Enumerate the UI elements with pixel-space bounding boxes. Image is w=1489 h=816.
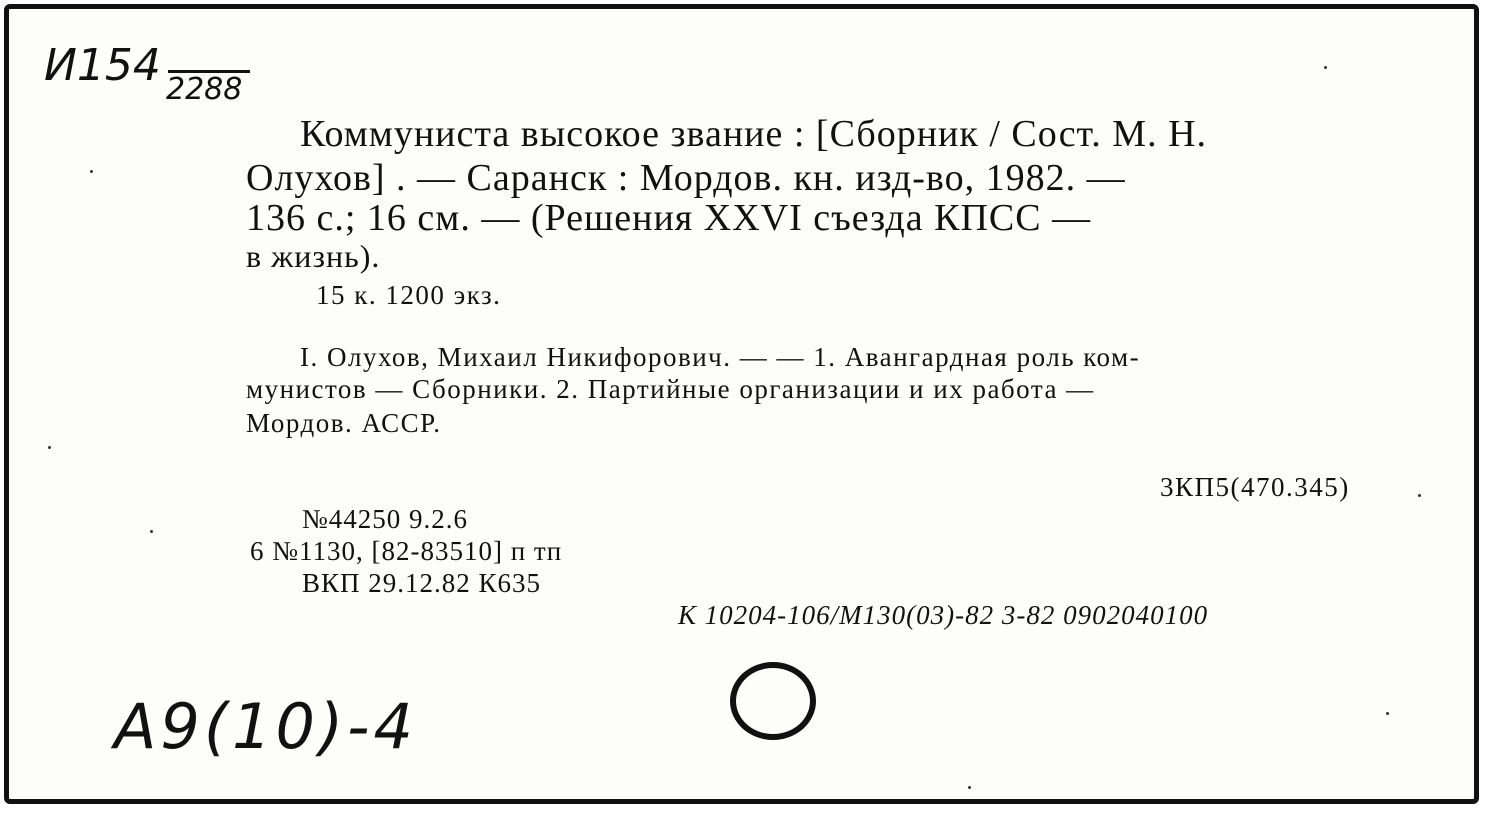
scan-speck — [1324, 66, 1327, 69]
card-hole — [730, 662, 816, 740]
catalog-line-1: №44250 9.2.6 — [302, 504, 469, 534]
scan-speck — [968, 786, 971, 789]
scan-speck — [48, 446, 51, 449]
scan-speck — [1418, 494, 1421, 497]
subject-line-2: мунистов — Сборники. 2. Партийные организации и их работа — — [246, 374, 1095, 404]
price-and-print-run: 15 к. 1200 экз. — [316, 280, 502, 310]
catalog-line-3: ВКП 29.12.82 К635 — [302, 568, 542, 598]
catalog-index-line: К 10204-106/М130(03)-82 3-82 0902040100 — [678, 600, 1209, 630]
scan-speck — [1386, 712, 1389, 715]
handwritten-number: И154 — [44, 40, 161, 91]
handwritten-denominator: 2288 — [166, 72, 243, 107]
classification-code: 3КП5(470.345) — [1160, 472, 1350, 502]
title-line-1: Коммуниста высокое звание : [Сборник / Сост. М. Н. — [300, 113, 1208, 155]
subject-line-3: Мордов. АССР. — [246, 408, 442, 438]
scan-speck — [90, 170, 93, 173]
handwritten-shelf-code: А9(10)-4 — [114, 690, 417, 763]
title-line-2: Олухов] . — Саранск : Мордов. кн. изд-во, 1982. — — [246, 157, 1126, 199]
scan-speck — [150, 530, 153, 533]
catalog-line-2: 6 №1130, [82-83510] п тп — [250, 536, 563, 566]
title-line-4: в жизнь). — [246, 238, 381, 274]
subject-line-1: I. Олухов, Михаил Никифорович. — — 1. Авангардная роль ком- — [300, 342, 1141, 372]
title-line-3: 136 с.; 16 см. — (Решения XXVI съезда КПСС — — [246, 197, 1092, 239]
